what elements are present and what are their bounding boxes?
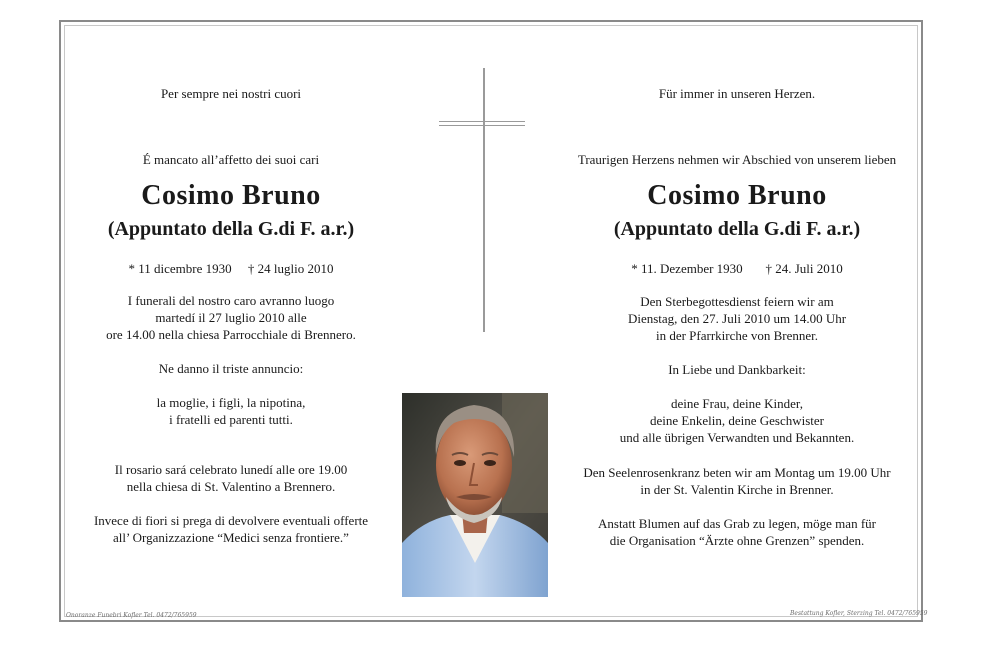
family-line: und alle übrigen Verwandten und Bekannten. <box>619 430 855 445</box>
flowers-line: Invece di fiori si prega di devolvere eventuali offerte <box>93 513 369 528</box>
birth-date: * 11. Dezember 1930 <box>631 261 743 276</box>
flowers-line: Anstatt Blumen auf das Grab zu legen, möge man für <box>598 516 876 531</box>
funeral-line: Den Sterbegottesdienst feiern wir am <box>640 294 834 309</box>
family-line: i fratelli ed parenti tutti. <box>169 412 293 427</box>
death-date: † 24. Juli 2010 <box>765 261 843 276</box>
rosary-line: in der St. Valentin Kirche in Brenner. <box>640 482 834 497</box>
funeral-line: Dienstag, den 27. Juli 2010 um 14.00 Uhr <box>627 311 847 326</box>
italian-intro: É mancato all’affetto dei suoi cari <box>142 152 320 167</box>
funeral-line: martedí il 27 luglio 2010 alle <box>155 310 307 325</box>
funeral-line: ore 14.00 nella chiesa Parrocchiale di Brennero. <box>106 327 356 342</box>
funeral-line: I funerali del nostro caro avranno luogo <box>127 293 335 308</box>
family-line: deine Enkelin, deine Geschwister <box>650 413 824 428</box>
deceased-name: Cosimo Bruno <box>141 180 321 211</box>
deceased-rank: (Appuntato della G.di F. a.r.) <box>613 218 861 240</box>
family-line: la moglie, i figli, la nipotina, <box>156 395 306 410</box>
love-line: In Liebe und Dankbarkeit: <box>668 362 806 377</box>
rosary-line: nella chiesa di St. Valentino a Brennero. <box>126 479 336 494</box>
italian-footer: Onoranze Funebri Kofler Tel. 0472/765959 <box>66 612 197 619</box>
deceased-rank: (Appuntato della G.di F. a.r.) <box>107 218 355 240</box>
flowers-line: die Organisation “Ärzte ohne Grenzen” spenden. <box>609 533 865 548</box>
german-heading: Für immer in unseren Herzen. <box>658 86 816 101</box>
deceased-name: Cosimo Bruno <box>647 180 827 211</box>
cross-bar <box>439 121 525 126</box>
life-dates <box>70 261 392 277</box>
flowers-line: all’ Organizzazione “Medici senza frontiere.” <box>113 530 349 545</box>
funeral-line: in der Pfarrkirche von Brenner. <box>655 328 819 343</box>
death-date: † 24 luglio 2010 <box>247 261 334 276</box>
german-intro: Traurigen Herzens nehmen wir Abschied von unserem lieben <box>577 152 897 167</box>
portrait-photo <box>402 393 548 597</box>
cross-icon <box>483 68 485 332</box>
rosary-line: Il rosario sará celebrato lunedí alle ore 19.00 <box>114 462 348 477</box>
birth-date: * 11 dicembre 1930 <box>128 261 232 276</box>
rosary-line: Den Seelenrosenkranz beten wir am Montag um 19.00 Uhr <box>583 465 891 480</box>
announce-line: Ne danno il triste annuncio: <box>158 361 304 376</box>
italian-heading: Per sempre nei nostri cuori <box>160 86 302 101</box>
german-footer: Bestattung Kofler, Sterzing Tel. 0472/765959 <box>790 610 928 617</box>
life-dates <box>548 261 926 277</box>
family-line: deine Frau, deine Kinder, <box>671 396 803 411</box>
